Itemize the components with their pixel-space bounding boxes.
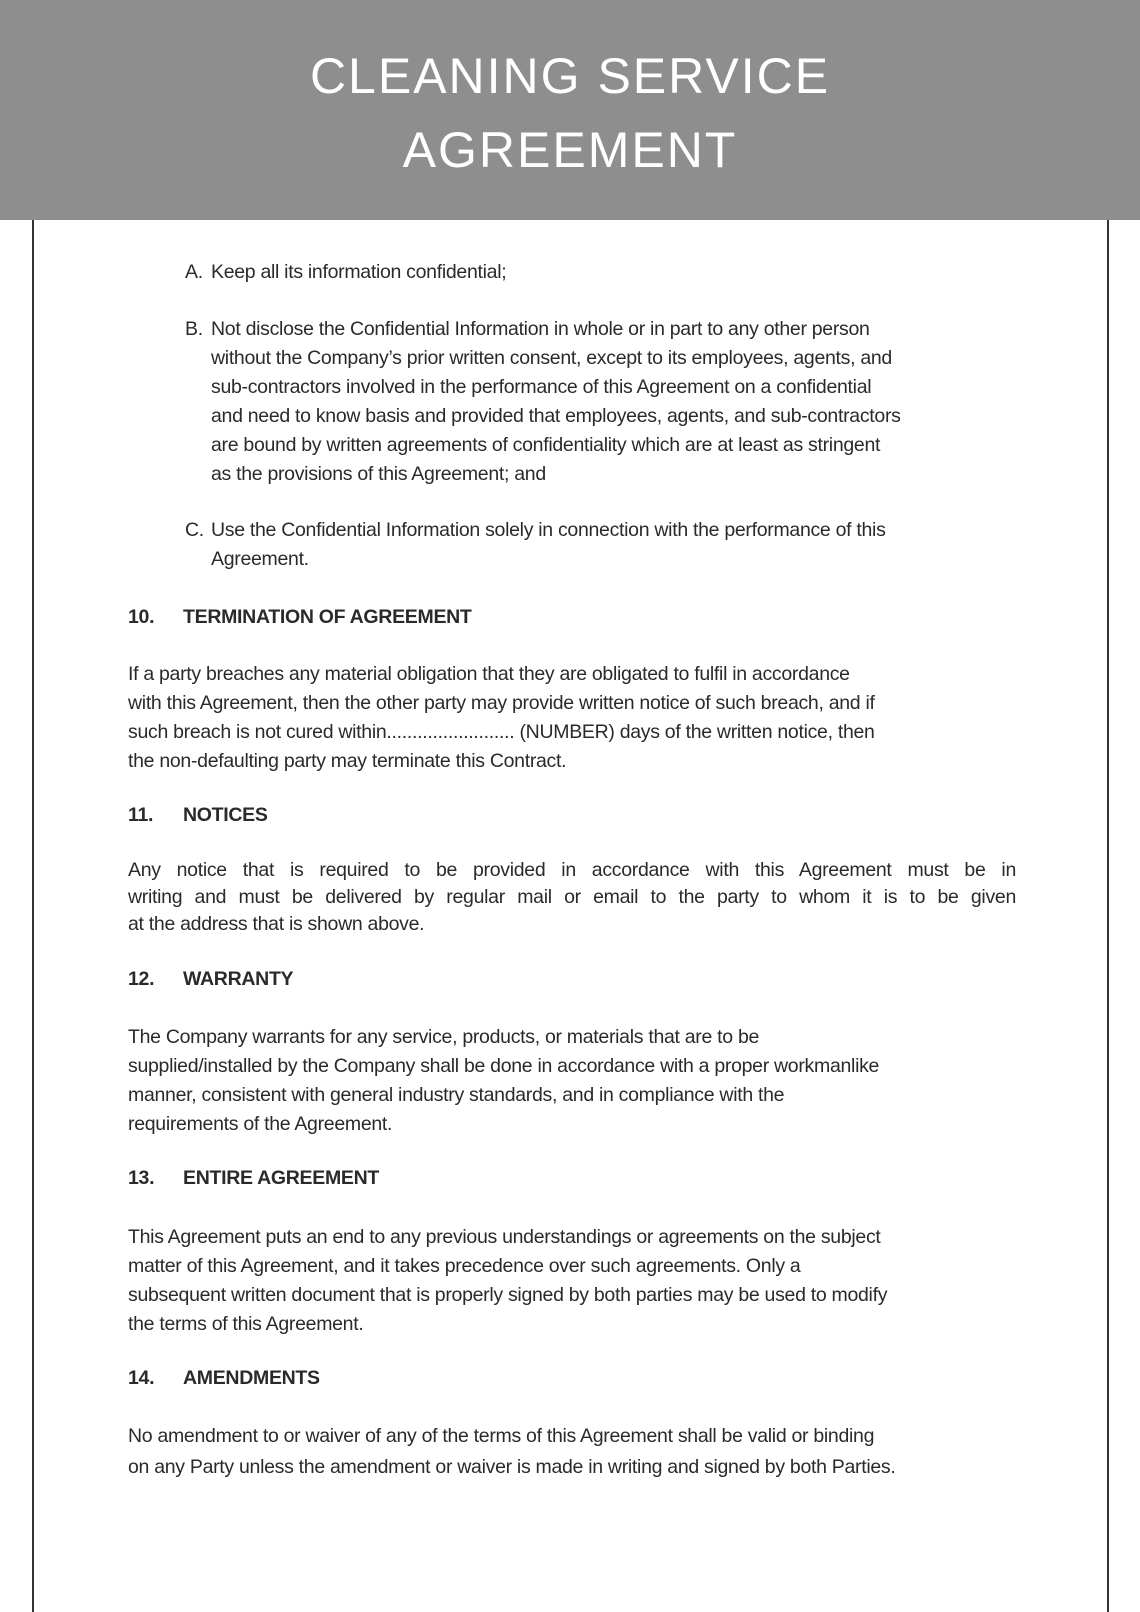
page-border-right: [1107, 220, 1109, 1612]
list-text-line: Agreement.: [211, 548, 309, 570]
list-text-line: Not disclose the Confidential Information in whole or in part to any other person: [211, 318, 870, 340]
paragraph-line: manner, consistent with general industry standards, and in compliance with the: [128, 1084, 785, 1106]
section-paragraph-amendments: [128, 1421, 1016, 1483]
list-text-line: Keep all its information confidential;: [211, 261, 507, 283]
section-title: NOTICES: [183, 804, 268, 826]
section-title: WARRANTY: [183, 968, 294, 990]
list-text-line: as the provisions of this Agreement; and: [211, 463, 546, 485]
list-letter: A.: [185, 261, 203, 283]
title-banner: [0, 0, 1140, 220]
paragraph-line: requirements of the Agreement.: [128, 1113, 393, 1135]
section-number: 13.: [128, 1167, 155, 1189]
section-paragraph-termination: [128, 660, 1016, 776]
document-title-line-2: AGREEMENT: [402, 122, 738, 178]
section-number: 12.: [128, 968, 155, 990]
paragraph-line: the terms of this Agreement.: [128, 1313, 364, 1335]
paragraph-line: such breach is not cured within......................... (NUMBER) days of the written notice, then: [128, 721, 875, 743]
paragraph-line: at the address that is shown above.: [128, 913, 425, 935]
paragraph-line: supplied/installed by the Company shall be done in accordance with a proper workmanlike: [128, 1055, 880, 1077]
paragraph-line: Any notice that is required to be provided in accordance with this Agreement must be in: [128, 859, 1016, 881]
paragraph-line: the non-defaulting party may terminate this Contract.: [128, 750, 567, 772]
paragraph-line: The Company warrants for any service, products, or materials that are to be: [128, 1026, 760, 1048]
list-letter: B.: [185, 318, 203, 340]
section-heading-amendments: [128, 1364, 320, 1393]
page-border-left: [32, 220, 34, 1612]
section-paragraph-entire-agreement: [128, 1223, 1016, 1339]
section-paragraph-notices: [128, 857, 1016, 938]
paragraph-line: writing and must be delivered by regular mail or email to the party to whom it is to be given: [128, 886, 1016, 908]
list-text-line: without the Company’s prior written consent, except to its employees, agents, and: [211, 347, 892, 369]
paragraph-line: This Agreement puts an end to any previous understandings or agreements on the subject: [128, 1226, 881, 1248]
list-letter: C.: [185, 519, 204, 541]
section-heading-termination: [128, 603, 472, 632]
section-number: 10.: [128, 606, 155, 628]
section-number: 11.: [128, 804, 154, 826]
section-title: AMENDMENTS: [183, 1367, 320, 1389]
list-text-line: Use the Confidential Information solely in connection with the performance of this: [211, 519, 886, 541]
section-heading-warranty: [128, 965, 293, 994]
section-heading-entire-agreement: [128, 1164, 379, 1193]
list-text-line: and need to know basis and provided that employees, agents, and sub-contractors: [211, 405, 901, 427]
paragraph-line: No amendment to or waiver of any of the terms of this Agreement shall be valid or binding: [128, 1425, 875, 1447]
section-number: 14.: [128, 1367, 155, 1389]
section-paragraph-warranty: [128, 1023, 1016, 1139]
paragraph-line: with this Agreement, then the other party may provide written notice of such breach, and if: [128, 692, 875, 714]
section-title: ENTIRE AGREEMENT: [183, 1167, 379, 1189]
list-text-line: sub-contractors involved in the performance of this Agreement on a confidential: [211, 376, 872, 398]
list-text-line: are bound by written agreements of confidentiality which are at least as stringent: [211, 434, 881, 456]
paragraph-line: matter of this Agreement, and it takes precedence over such agreements. Only a: [128, 1255, 801, 1277]
section-title: TERMINATION OF AGREEMENT: [183, 606, 472, 628]
section-heading-notices: [128, 801, 268, 830]
paragraph-line: on any Party unless the amendment or waiver is made in writing and signed by both Parties.: [128, 1456, 896, 1478]
paragraph-line: subsequent written document that is properly signed by both parties may be used to modify: [128, 1284, 888, 1306]
paragraph-line: If a party breaches any material obligation that they are obligated to fulfil in accordance: [128, 663, 850, 685]
document-title-line-1: CLEANING SERVICE: [309, 48, 831, 104]
